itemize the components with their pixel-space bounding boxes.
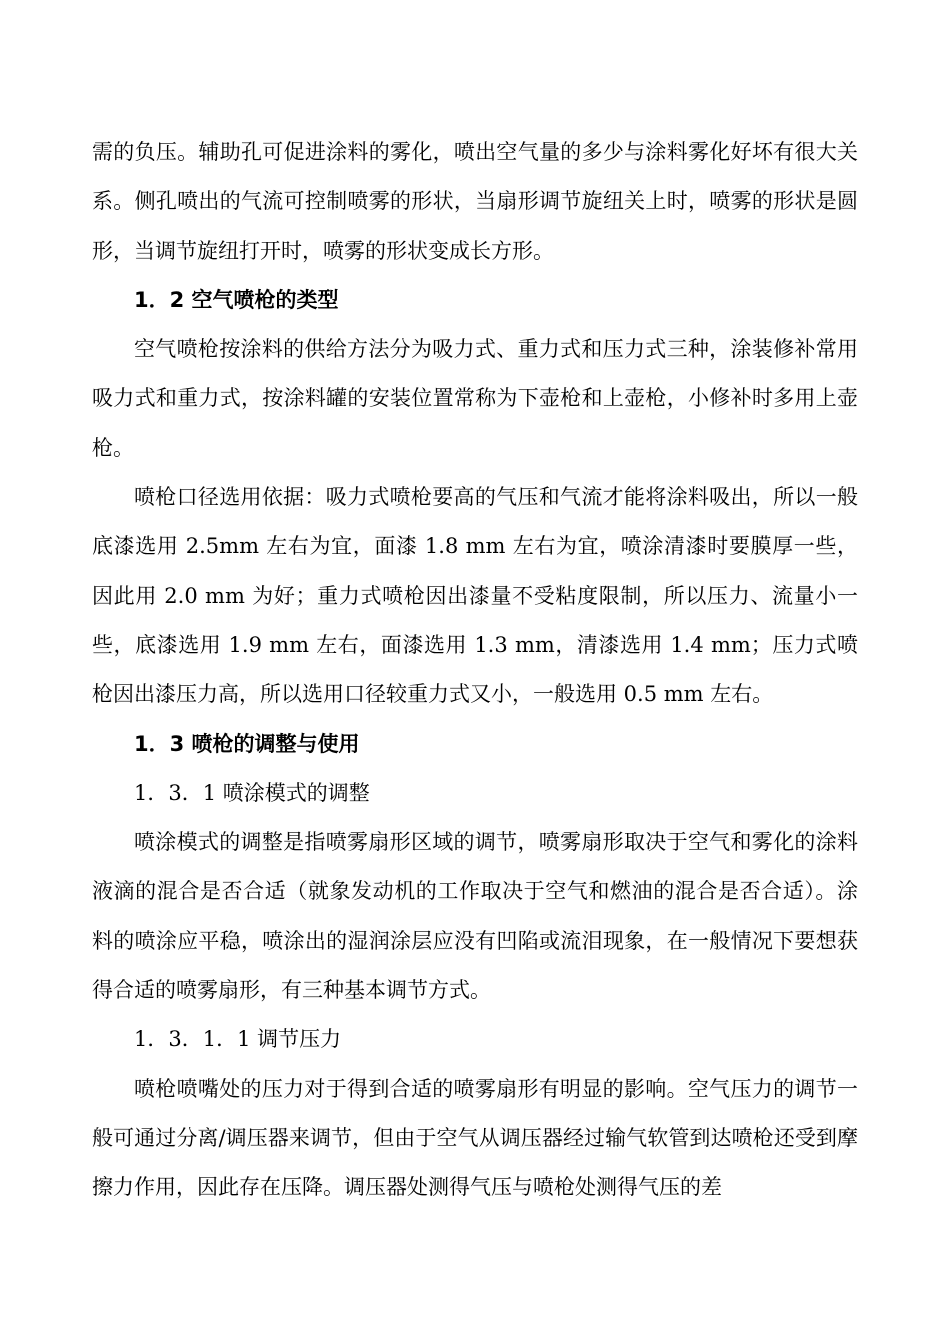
paragraph-negative-pressure: 需的负压。辅助孔可促进涂料的雾化，喷出空气量的多少与涂料雾化好坏有很大关系。侧孔喷出的气流可控制喷雾的形状，当扇形调节旋纽关上时，喷雾的形状是圆形，当调节旋纽打开时，喷雾的形状变成长方形。 xyxy=(92,140,858,263)
section-heading-1-3-1: 1．3．1 喷涂模式的调整 xyxy=(134,780,370,805)
paragraph-gun-types: 空气喷枪按涂料的供给方法分为吸力式、重力式和压力式三种，涂装修补常用吸力式和重力式，按涂料罐的安装位置常称为下壶枪和上壶枪，小修补时多用上壶枪。 xyxy=(92,337,858,460)
paragraph-pressure-adjustment: 喷枪喷嘴处的压力对于得到合适的喷雾扇形有明显的影响。空气压力的调节一般可通过分离/调压器来调节，但由于空气从调压器经过输气软管到达喷枪还受到摩擦力作用，因此存在压降。调压器处测得气压与喷枪处测得气压的差 xyxy=(92,1076,858,1200)
section-heading-1-2: 1．2 空气喷枪的类型 xyxy=(134,287,339,312)
section-heading-1-3-1-1: 1．3．1．1 调节压力 xyxy=(134,1027,342,1052)
section-heading-1-3: 1．3 喷枪的调整与使用 xyxy=(134,731,360,756)
paragraph-nozzle-caliber: 喷枪口径选用依据：吸力式喷枪要高的气压和气流才能将涂料吸出，所以一般底漆选用 2.5mm 左右为宜，面漆 1.8 mm 左右为宜，喷涂清漆时要膜厚一些，因此用 2.0 mm 为好；重力式喷枪因出漆量不受粘度限制，所以压力、流量小一些，底漆选用 1.9 mm 左右，面漆选用 1.3 mm，清漆选用 1.4 mm；压力式喷枪因出漆压力高，所以选用口径较重力式又小，一般选用 0.5 mm 左右。 xyxy=(92,485,858,707)
paragraph-spray-pattern: 喷涂模式的调整是指喷雾扇形区域的调节，喷雾扇形取决于空气和雾化的涂料液滴的混合是否合适（就象发动机的工作取决于空气和燃油的混合是否合适）。涂料的喷涂应平稳，喷涂出的湿润涂层应没有凹陷或流泪现象，在一般情况下要想获得合适的喷雾扇形，有三种基本调节方式。 xyxy=(92,830,858,1003)
